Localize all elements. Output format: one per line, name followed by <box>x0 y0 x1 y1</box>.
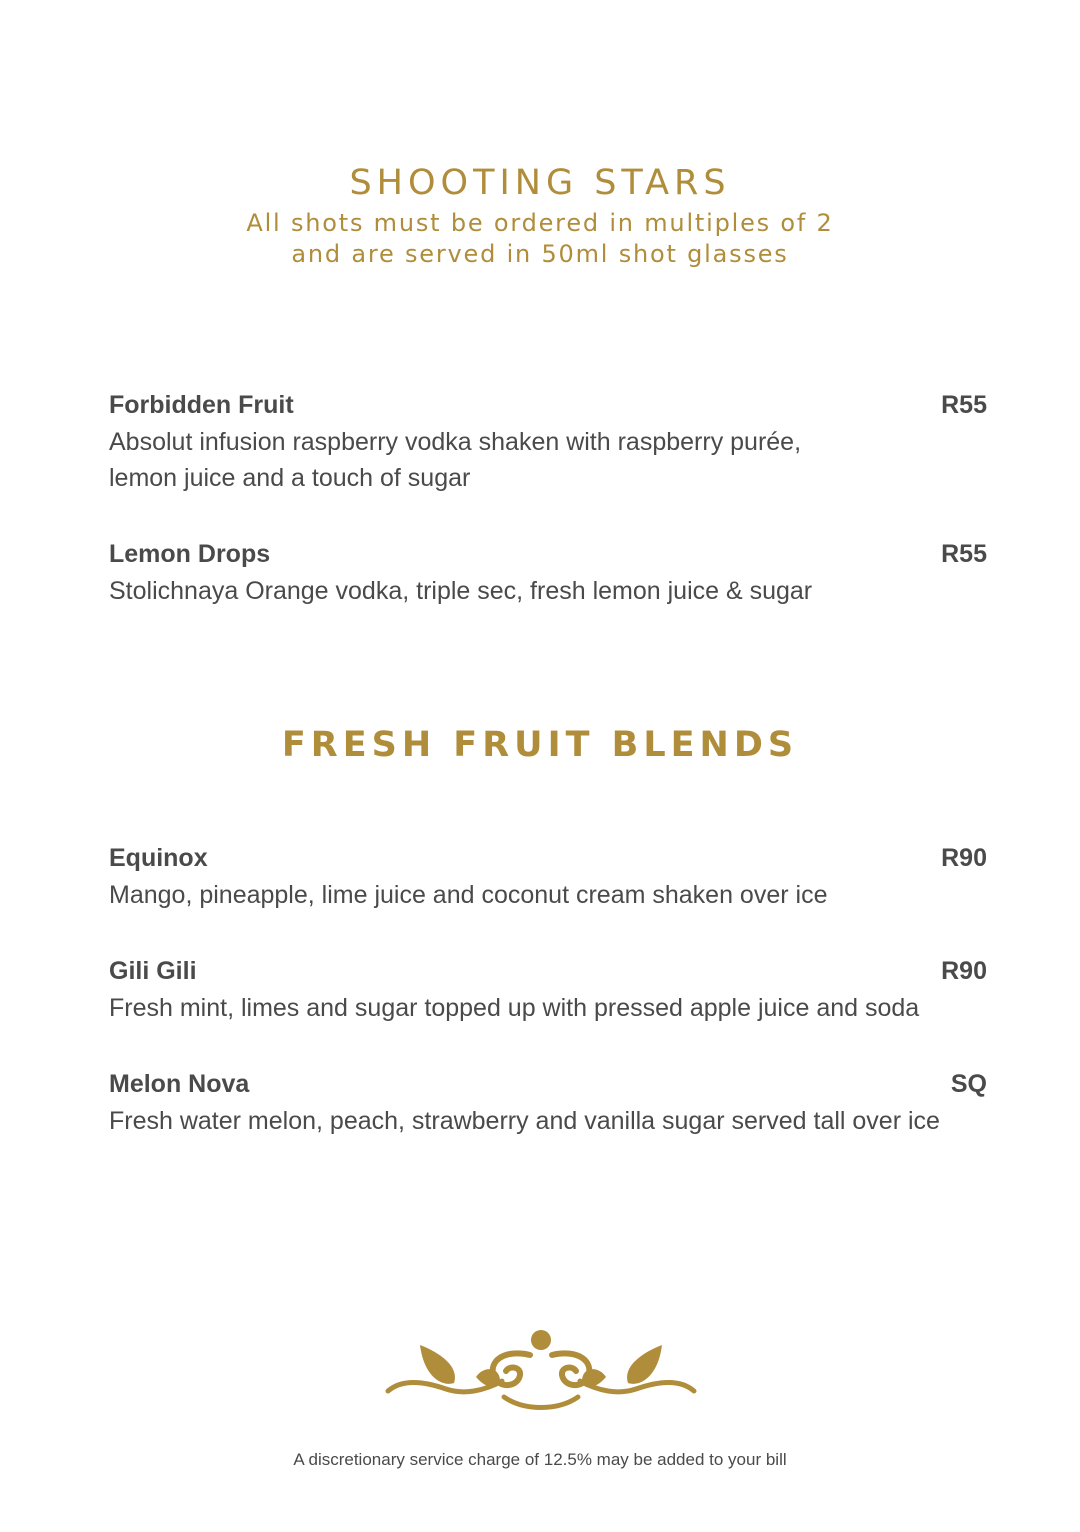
description-line: lemon juice and a touch of sugar <box>109 464 471 492</box>
section-title-shooting-stars: SHOOTING STARS <box>349 163 731 203</box>
description-line: Fresh mint, limes and sugar topped up with pressed apple juice and soda <box>109 994 920 1022</box>
description-line: Absolut infusion raspberry vodka shaken with raspberry purée, <box>109 428 802 456</box>
item-description <box>109 424 987 496</box>
service-charge-note: A discretionary service charge of 12.5% may be added to your bill <box>293 1450 787 1469</box>
description-line: Stolichnaya Orange vodka, triple sec, fresh lemon juice & sugar <box>109 577 813 605</box>
item-name: Lemon Drops <box>109 540 271 568</box>
menu-item-melon-nova <box>109 1069 987 1139</box>
item-description <box>109 573 987 609</box>
menu-item-forbidden-fruit <box>109 390 987 496</box>
menu-item-gili-gili <box>109 956 987 1026</box>
item-price: R55 <box>941 391 987 419</box>
item-name: Forbidden Fruit <box>109 391 294 419</box>
item-description <box>109 990 987 1026</box>
item-description <box>109 877 987 913</box>
item-price: R90 <box>941 844 987 872</box>
item-name: Equinox <box>109 844 208 872</box>
item-name: Gili Gili <box>109 957 197 985</box>
description-line: Mango, pineapple, lime juice and coconut cream shaken over ice <box>109 881 828 909</box>
menu-item-equinox <box>109 843 987 913</box>
subtitle-line: All shots must be ordered in multiples of 2 <box>246 209 834 237</box>
item-name: Melon Nova <box>109 1070 250 1098</box>
section-title-fresh-fruit-blends: FRESH FRUIT BLENDS <box>281 725 799 765</box>
item-price: SQ <box>950 1070 987 1098</box>
section-subtitle-shooting-stars <box>0 208 1080 270</box>
gold-flourish-ornament-icon <box>384 1325 698 1417</box>
item-description <box>109 1103 987 1139</box>
description-line: Fresh water melon, peach, strawberry and vanilla sugar served tall over ice <box>109 1107 940 1135</box>
item-price: R90 <box>941 957 987 985</box>
menu-item-lemon-drops <box>109 539 987 609</box>
item-price: R55 <box>941 540 987 568</box>
subtitle-line: and are served in 50ml shot glasses <box>291 240 789 268</box>
